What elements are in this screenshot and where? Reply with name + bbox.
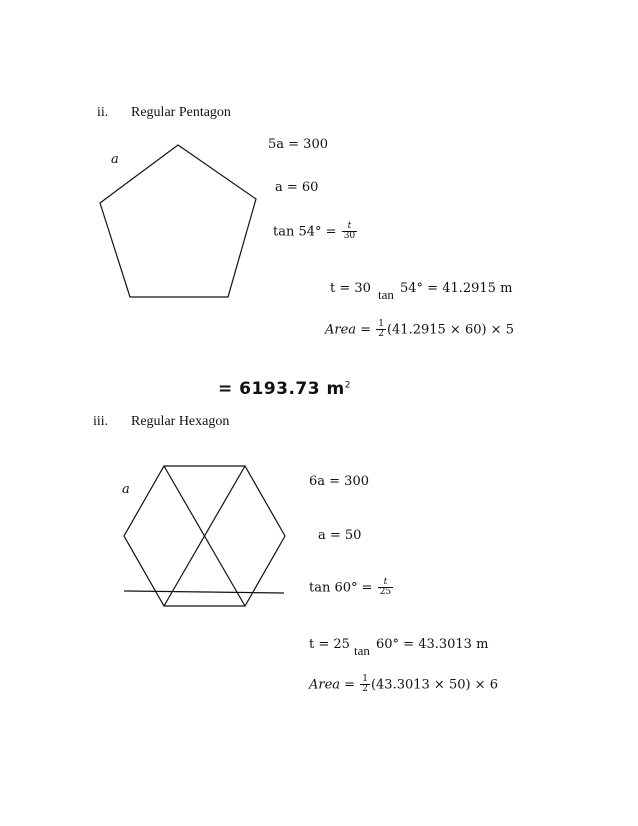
hexagon-eq-area: [309, 675, 498, 695]
pentagon-eq-area-rhs: (41.2915 × 60) × 5: [386, 322, 514, 338]
hexagon-eq-area-rhs: (43.3013 × 50) × 6: [370, 677, 498, 693]
pentagon-area-result-exponent: 2: [344, 380, 351, 391]
hexagon-eq-area-fraction: [360, 675, 370, 695]
pentagon-eq-t-lhs: t = 30: [330, 281, 371, 296]
pentagon-eq-tan-den: 30: [343, 231, 356, 242]
hexagon-eq-t-tan: tan: [354, 643, 370, 658]
pentagon-eq-tan-num: t: [342, 222, 357, 232]
pentagon-eq-area-num: 1: [378, 319, 384, 329]
pentagon-eq-t-tan: tan: [378, 287, 394, 302]
pentagon-area-result-value: = 6193.73 m: [218, 379, 345, 399]
hexagon-eq-t-lhs: t = 25: [309, 637, 350, 652]
hexagon-eq-side: a = 50: [318, 528, 362, 543]
pentagon-eq-area-den: 2: [378, 329, 384, 340]
pentagon-eq-t-rhs: 54° = 41.2915 m: [400, 281, 513, 296]
hexagon-eq-tan: [309, 578, 394, 598]
pentagon-eq-area-lhs: Area =: [325, 322, 372, 338]
hexagon-eq-tan-lhs: tan 60° =: [309, 580, 373, 596]
pentagon-eq-perimeter: 5a = 300: [268, 137, 328, 152]
section-ii-title: Regular Pentagon: [131, 105, 231, 120]
pentagon-eq-tan-lhs: tan 54° =: [273, 224, 337, 240]
hexagon-eq-perimeter: 6a = 300: [309, 474, 369, 489]
hexagon-eq-tan-den: 25: [379, 587, 392, 598]
pentagon-eq-side: a = 60: [275, 180, 319, 195]
section-iii-title: Regular Hexagon: [131, 414, 230, 429]
section-iii-numeral: iii.: [93, 414, 109, 429]
section-ii-numeral: ii.: [97, 105, 109, 120]
hexagon-eq-t-rhs: 60° = 43.3013 m: [376, 637, 489, 652]
pentagon-side-label: a: [111, 152, 119, 167]
hexagon-eq-area-den: 2: [362, 684, 368, 695]
hexagon-eq-area-lhs: Area =: [309, 677, 356, 693]
hexagon-side-label: a: [122, 482, 130, 497]
hexagon-extension-line: [124, 591, 284, 593]
hexagon-eq-tan-fraction: [378, 578, 393, 598]
hexagon-eq-area-num: 1: [362, 674, 368, 684]
hexagon-eq-tan-num: t: [378, 578, 393, 588]
